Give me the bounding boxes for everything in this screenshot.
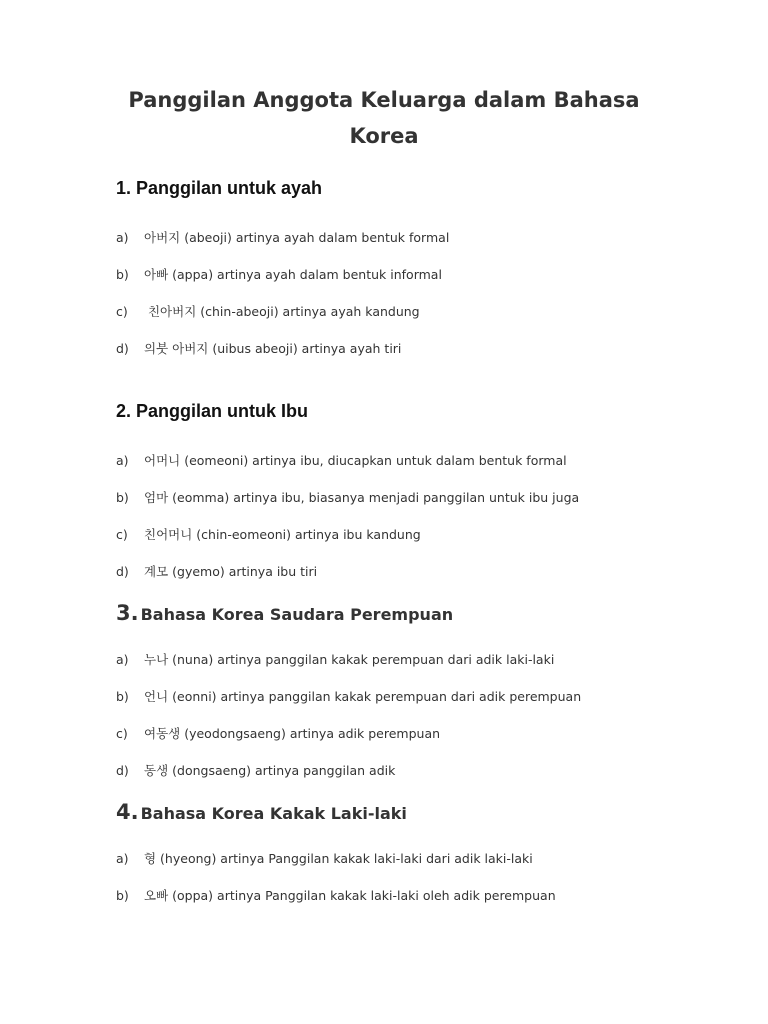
list-marker: d): [116, 341, 129, 356]
korean-term: 여동생: [144, 726, 181, 741]
section-3-heading: [116, 598, 453, 626]
korean-term: 의붓 아버지: [144, 341, 209, 356]
korean-term: 아버지: [144, 230, 181, 245]
list-item: [116, 687, 581, 705]
list-marker: a): [116, 851, 129, 866]
list-marker: c): [116, 527, 128, 542]
section-title: Bahasa Korea Kakak Laki-laki: [140, 804, 407, 823]
korean-term: 친아버지: [144, 304, 197, 319]
section-4-heading: [116, 797, 407, 825]
section-2-heading: 2. Panggilan untuk Ibu: [116, 401, 309, 421]
section-number: 4.: [116, 800, 139, 824]
korean-term: 계모: [144, 564, 169, 579]
item-description: (abeoji) artinya ayah dalam bentuk formal: [180, 230, 450, 245]
item-description: (eonni) artinya panggilan kakak perempuan dari adik perempuan: [168, 689, 582, 704]
korean-term: 어머니: [144, 453, 181, 468]
list-marker: a): [116, 453, 129, 468]
korean-term: 오빠: [144, 888, 169, 903]
list-marker: c): [116, 726, 128, 741]
list-item: [116, 488, 579, 506]
list-marker: d): [116, 763, 129, 778]
list-marker: b): [116, 490, 129, 505]
section-number: 3.: [116, 601, 139, 625]
list-item: [116, 228, 449, 246]
item-description: (yeodongsaeng) artinya adik perempuan: [180, 726, 441, 741]
list-marker: a): [116, 652, 129, 667]
item-description: (dongsaeng) artinya panggilan adik: [168, 763, 396, 778]
list-item: [116, 339, 401, 357]
list-item: [116, 562, 317, 580]
korean-term: 언니: [144, 689, 169, 704]
list-marker: d): [116, 564, 129, 579]
section-title: Bahasa Korea Saudara Perempuan: [140, 605, 454, 624]
list-marker: c): [116, 304, 128, 319]
list-marker: b): [116, 888, 129, 903]
list-item: [116, 724, 440, 742]
korean-term: 아빠: [144, 267, 169, 282]
list-item: [116, 302, 420, 320]
item-description: (gyemo) artinya ibu tiri: [168, 564, 318, 579]
list-marker: b): [116, 267, 129, 282]
list-item: [116, 265, 442, 283]
item-description: (uibus abeoji) artinya ayah tiri: [208, 341, 402, 356]
korean-term: 형: [144, 851, 157, 866]
list-marker: b): [116, 689, 129, 704]
page-title: Panggilan Anggota Keluarga dalam Bahasa Korea: [128, 88, 640, 148]
list-marker: a): [116, 230, 129, 245]
list-item: [116, 525, 421, 543]
korean-term: 친어머니: [144, 527, 193, 542]
item-description: (eomma) artinya ibu, biasanya menjadi panggilan untuk ibu juga: [168, 490, 580, 505]
item-description: (oppa) artinya Panggilan kakak laki-laki oleh adik perempuan: [168, 888, 556, 903]
item-description: (nuna) artinya panggilan kakak perempuan dari adik laki-laki: [168, 652, 555, 667]
section-1-heading: 1. Panggilan untuk ayah: [116, 178, 323, 198]
list-item: [116, 451, 567, 469]
item-description: (chin-abeoji) artinya ayah kandung: [196, 304, 420, 319]
list-item: [116, 650, 554, 668]
list-item: [116, 886, 556, 904]
korean-term: 동생: [144, 763, 169, 778]
item-description: (chin-eomeoni) artinya ibu kandung: [192, 527, 421, 542]
korean-term: 엄마: [144, 490, 169, 505]
list-item: [116, 849, 533, 867]
item-description: (hyeong) artinya Panggilan kakak laki-laki dari adik laki-laki: [156, 851, 533, 866]
list-item: [116, 761, 395, 779]
korean-term: 누나: [144, 652, 169, 667]
item-description: (eomeoni) artinya ibu, diucapkan untuk dalam bentuk formal: [180, 453, 567, 468]
item-description: (appa) artinya ayah dalam bentuk informal: [168, 267, 442, 282]
